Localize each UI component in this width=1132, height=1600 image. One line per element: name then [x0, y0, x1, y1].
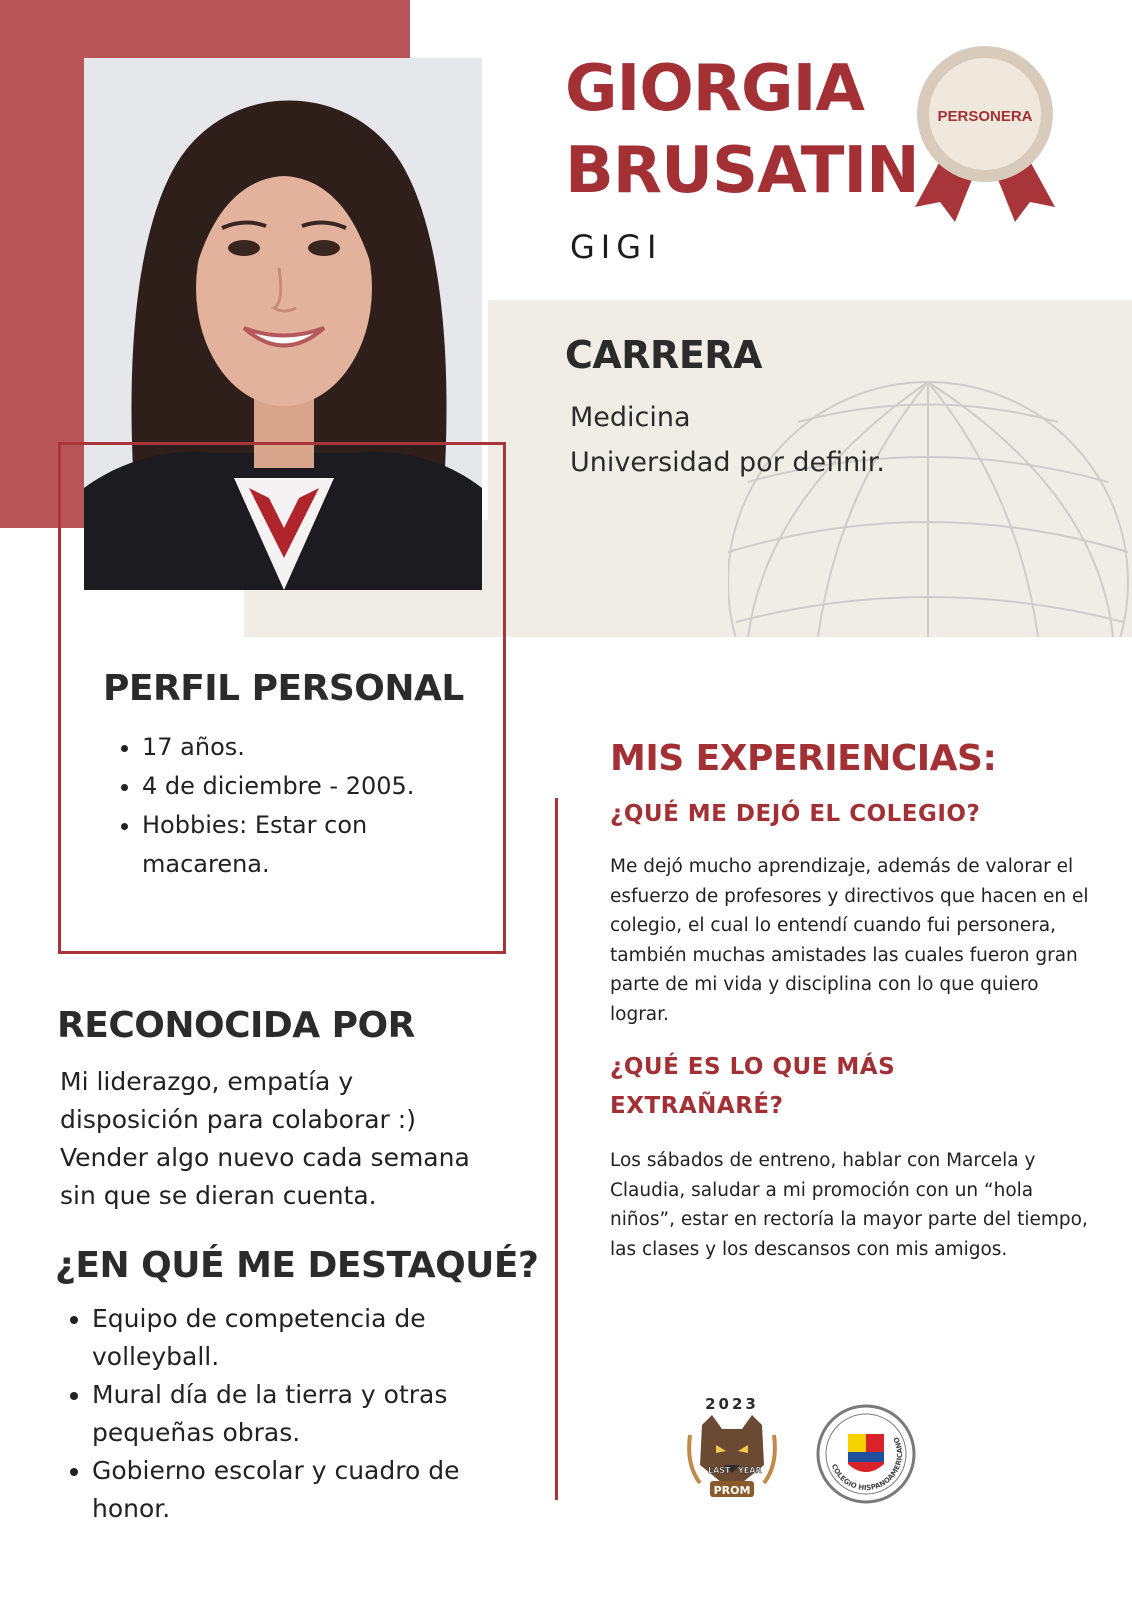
list-item: • Equipo de competencia de volleyball.	[92, 1300, 542, 1376]
text-line: sin que se dieran cuenta.	[60, 1181, 377, 1210]
award-badge-icon	[915, 42, 1055, 232]
destaque-list	[60, 1300, 542, 1528]
carrera-list	[570, 395, 885, 485]
nickname: GIGI	[570, 228, 663, 266]
carrera-item: Universidad por definir.	[570, 447, 885, 478]
perfil-title: PERFIL PERSONAL	[103, 668, 464, 709]
text-line: Mi liderazgo, empatía y	[60, 1067, 354, 1096]
colegio-hispanoamericano-logo	[816, 1404, 916, 1504]
list-item: • Gobierno escolar y cuadro de honor.	[92, 1452, 542, 1528]
answer-text: Los sábados de entreno, hablar con Marcela y Claudia, saludar a mi promoción con un “hola niños”, estar en rectoría la mayor parte del tiempo, las clases y los descansos con mis amigos.	[610, 1150, 1088, 1260]
answer-text: Me dejó mucho aprendizaje, además de valorar el esfuerzo de profesores y directivos que hacen en el colegio, el cual lo entendí cuando fui personera, también muchas amistades las cuales fueron gran parte de mi vida y disciplina con lo que quiero lograr.	[610, 856, 1089, 1025]
vertical-divider	[555, 798, 558, 1500]
last-year-prom-logo	[686, 1395, 778, 1503]
question-heading: ¿QUÉ ES LO QUE MÁS EXTRAÑARÉ?	[610, 1054, 896, 1119]
reconocida-text	[60, 1063, 510, 1215]
list-item: • Hobbies: Estar con macarena.	[142, 806, 502, 884]
carrera-item: Medicina	[570, 402, 691, 433]
text-line: disposición para colaborar :)	[60, 1105, 416, 1134]
list-item: • 4 de diciembre - 2005.	[142, 767, 502, 806]
destaque-title: ¿EN QUÉ ME DESTAQUÉ?	[55, 1245, 539, 1286]
prom-year: 2023	[705, 1395, 759, 1413]
carrera-title: CARRERA	[565, 333, 762, 377]
reconocida-title: RECONOCIDA POR	[57, 1005, 415, 1046]
badge-label: PERSONERA	[937, 108, 1033, 125]
prom-text-prom: PROM	[713, 1484, 751, 1497]
school-name: COLEGIO HISPANOAMERICANO	[829, 1435, 905, 1493]
list-item: • Mural día de la tierra y otras pequeñas obras.	[92, 1376, 542, 1452]
list-item: • 17 años.	[142, 728, 502, 767]
experiencias-title: MIS EXPERIENCIAS:	[610, 738, 997, 779]
name-first: GIORGIA	[565, 52, 864, 126]
prom-text-year: YEAR	[738, 1466, 762, 1475]
text-line: Vender algo nuevo cada semana	[60, 1143, 470, 1172]
prom-text-last: LAST	[708, 1466, 731, 1475]
perfil-list	[110, 728, 502, 884]
student-name	[565, 48, 919, 212]
name-last: BRUSATIN	[565, 134, 919, 208]
question-heading: ¿QUÉ ME DEJÓ EL COLEGIO?	[610, 801, 981, 827]
